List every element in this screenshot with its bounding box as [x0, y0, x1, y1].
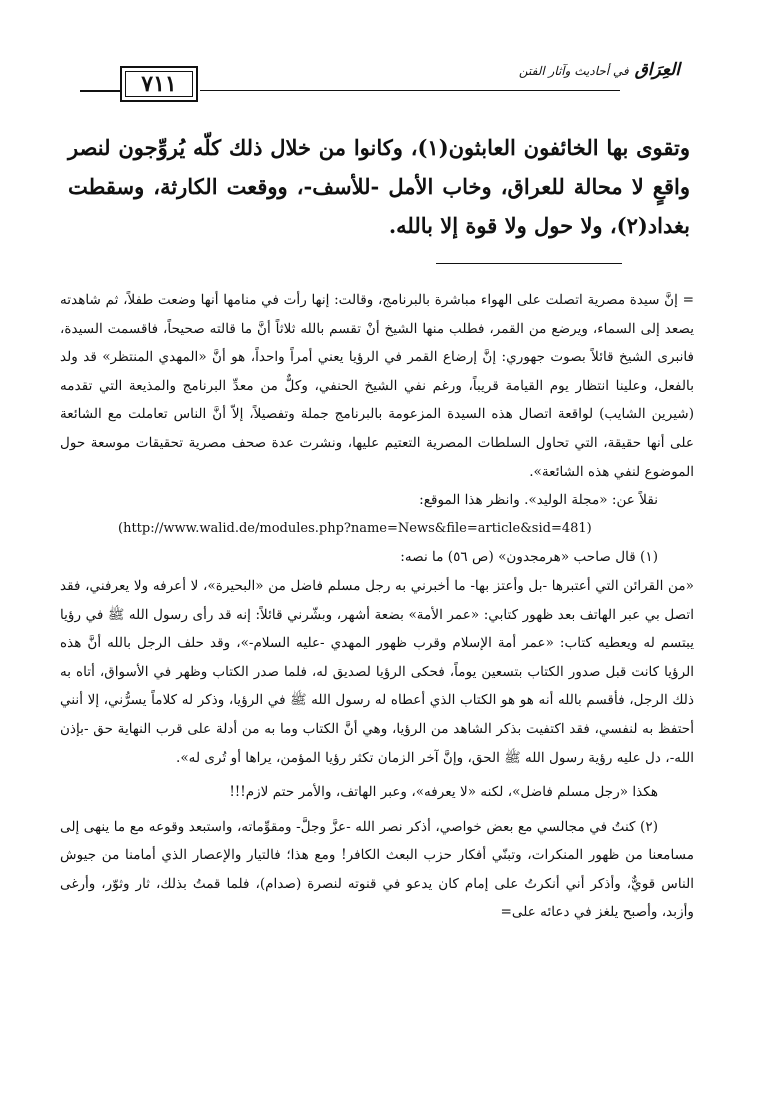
- footnotes: [60, 286, 694, 927]
- header-rule-right: [200, 90, 620, 91]
- footnote-1: (١) قال صاحب «هرمجدون» (ص ٥٦) ما نصه:: [400, 549, 658, 566]
- footnote-1-comment: هكذا «رجل مسلم فاضل»، لكنه «لا يعرفه»، وعبر الهاتف، والأمر حتم لازم!!!: [229, 784, 658, 801]
- footnote-source: نقلاً عن: «مجلة الوليد». وانظر هذا الموقع:: [419, 492, 658, 509]
- footnote-separator: [436, 263, 622, 264]
- main-paragraph: وتقوى بها الخائفون العابثون(١)، وكانوا من خلال ذلك كلّه يُروِّجون لنصر واقعٍ لا محالة للعراق، وخاب الأمل -للأسف-، ووقعت الكارثة، وسقطت بغداد(٢)، ولا حول ولا قوة إلا بالله.: [68, 135, 691, 238]
- page-number: ٧١١: [120, 66, 198, 102]
- running-title-main: العِرَاق: [634, 60, 680, 80]
- footnote-1-quote: «من القرائن التي أعتبرها -بل وأعتز بها- ما أخبرني به رجل مسلم فاضل من «البحيرة»، لا أعرفه ولا يعرفني، فقد اتصل بي عبر الهاتف بعد ظهور كتابي: «عمر الأمة» بضعة أشهر، وبشّرني قائلاً: إنه قد رأى رسول الله ﷺ في رؤيا يبتسم له ويعطيه كتاب: «عمر أمة الإسلام وقرب ظهور المهدي -عليه السلام-»، وقد حلف الرجل بالله أنَّ هذه الرؤيا كانت قبل صدور الكتاب بتسعين يوماً، فحكى الرؤيا لصديق له، فلما صدر الكتاب وظهر في الأسواق، أتاه به ذلك الرجل، فأقسم بالله أنه هو هو الكتاب الذي أعطاه له رسول الله ﷺ في الرؤيا، وذكر له كلاماً يسرُّني، إلا أنني أحتفظ به لنفسي، فقد اكتفيت بذكر الشاهد من الرؤيا، وهي أنَّ الكتاب وما به من أدلة على قرب النهاية حق -بإذن الله-، دل عليه رؤية رسول الله ﷺ الحق، وإنَّ آخر الزمان تكثر رؤيا المؤمن، يراها أو تُرى له».: [60, 577, 694, 766]
- footnote-url: (http://www.walid.de/modules.php?name=News&file=article&sid=481): [118, 520, 592, 536]
- running-title: [480, 60, 680, 80]
- main-text: [68, 128, 690, 245]
- running-title-sub: في أحاديث وآثار الفتن: [518, 64, 629, 78]
- footnote-2: (٢) كنتُ في مجالسي مع بعض خواصي، أذكر نصر الله -عزَّ وجلَّ- ومقوِّماته، واستبعد وقوعه مع ما ينهى إلى مسامعنا من ظهور المنكرات، وتبنّي أفكار حزب البعث الكافر! ومع هذا؛ فالتيار والإعصار الذي أمامنا من جيوش الناس قويٌّ، وأذكر أني أنكرتُ على إمام كان يدعو في قنوته لنصرة (صدام)، فلما قمتُ بذلك، ثار وثوّر، وأرغى وأزبد، وأصبح يلغز في دعائه على=: [60, 818, 694, 921]
- footnote-continuation: = إنَّ سيدة مصرية اتصلت على الهواء مباشرة بالبرنامج، وقالت: إنها رأت في منامها أنها وضعت طفلاً، ثم شاهدته يصعد إلى السماء، ويرضع من القمر، فطلب منها الشيخ أنْ تقسم بالله ثلاثاً أنَّ ما قالته صحيحاً، فاقسمت السيدة، فانبرى الشيخ قائلاً بصوت جهوري: إنَّ إرضاع القمر في الرؤيا يعني أمراً واحداً، هو أنَّ «المهدي المنتظر» قد ولد بالفعل، وعلينا انتظار يوم القيامة قريباً، ورغم نفي الشيخ الحنفي، وكلٌّ من معدِّ البرنامج والمذيعة التي تقدمه (شيرين الشايب) لواقعة اتصال هذه السيدة المزعومة بالبرنامج جملة وتفصيلاً، إلاّ أنَّ الناس تعاملت مع الشائعة على أنها حقيقة، التي تحاول السلطات المصرية التعتيم عليها، ونشرت عدة صحف مصرية تحقيقات موسعة حول الموضوع لنفي هذه الشائعة».: [60, 292, 694, 480]
- header-rule-left: [80, 90, 122, 92]
